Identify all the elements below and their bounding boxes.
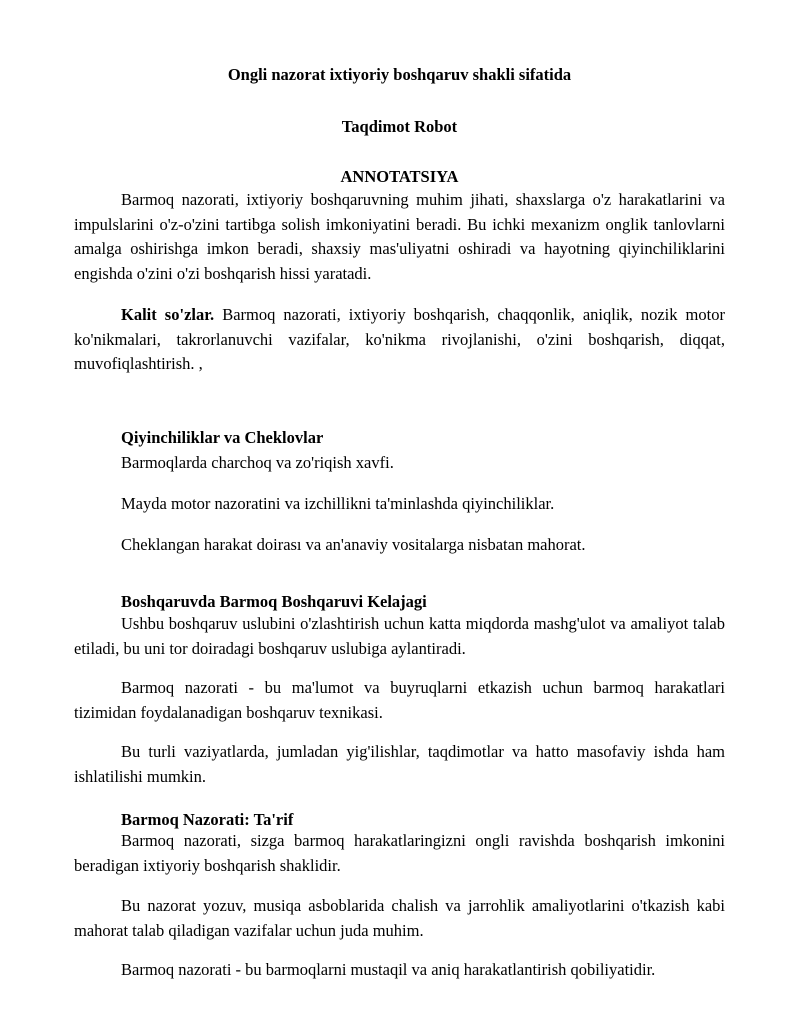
section-heading-future: Boshqaruvda Barmoq Boshqaruvi Kelajagi	[121, 592, 427, 611]
list-item: Barmoq nazorati, sizga barmoq harakatlaringizni ongli ravishda boshqarish imkonini beradigan ixtiyoriy boshqarish shaklidir.	[74, 831, 725, 875]
list-item: Cheklangan harakat doirası va an'anaviy vositalarga nisbatan mahorat.	[121, 535, 586, 554]
keywords-label: Kalit so'zlar.	[121, 305, 215, 324]
keywords-text: Barmoq nazorati, ixtiyoriy boshqarish, chaqqonlik, aniqlik, nozik motor ko'nikmalari, takrorlanuvchi vazifalar, ko'nikma rivojlanishi, o'zini boshqarish, diqqat, muvofiqlashtirish. ,	[74, 305, 725, 373]
list-item: Bu nazorat yozuv, musiqa asboblarida chalish va jarrohlik amaliyotlarini o'tkazish kabi mahorat talab qiladigan vazifalar uchun juda muhim.	[74, 896, 725, 940]
list-item: Mayda motor nazoratini va izchillikni ta'minlashda qiyinchiliklar.	[121, 494, 555, 513]
list-item: Bu turli vaziyatlarda, jumladan yig'ilishlar, taqdimotlar va hatto masofaviy ishda ham ishlatilishi mumkin.	[74, 742, 725, 786]
keywords-paragraph	[74, 303, 725, 377]
list-item: Barmoqlarda charchoq va zo'riqish xavfi.	[121, 453, 394, 472]
list-item: Barmoq nazorati - bu barmoqlarni mustaqil va aniq harakatlantirish qobiliyatidir.	[121, 960, 656, 979]
list-item: Barmoq nazorati - bu ma'lumot va buyruqlarni etkazish uchun barmoq harakatlari tizimidan foydalanadigan boshqaruv texnikasi.	[74, 678, 725, 722]
abstract-text: Barmoq nazorati, ixtiyoriy boshqaruvning muhim jihati, shaxslarga o'z harakatlarini va impulslarini o'z-o'zini tartibga solish imkoniyatini beradi. Bu ichki mexanizm onglik tanlovlarni amalga oshirishga imkon beradi, shaxsiy mas'uliyatni oshiradi va hayotning qiyinchiliklarini engishda o'zini o'zi boshqarish hissi yaratadi.	[74, 190, 725, 283]
document-title: Ongli nazorat ixtiyoriy boshqaruv shakli sifatida	[227, 65, 572, 84]
section-heading-challenges: Qiyinchiliklar va Cheklovlar	[121, 428, 324, 447]
document-author: Taqdimot Robot	[341, 117, 458, 136]
list-item: Ushbu boshqaruv uslubini o'zlashtirish uchun katta miqdorda mashg'ulot va amaliyot talab etiladi, bu uni tor doiradagi boshqaruv uslubiga aylantiradi.	[74, 614, 725, 658]
section-heading-definition: Barmoq Nazorati: Ta'rif	[121, 810, 294, 829]
abstract-heading: ANNOTATSIYA	[340, 167, 459, 186]
